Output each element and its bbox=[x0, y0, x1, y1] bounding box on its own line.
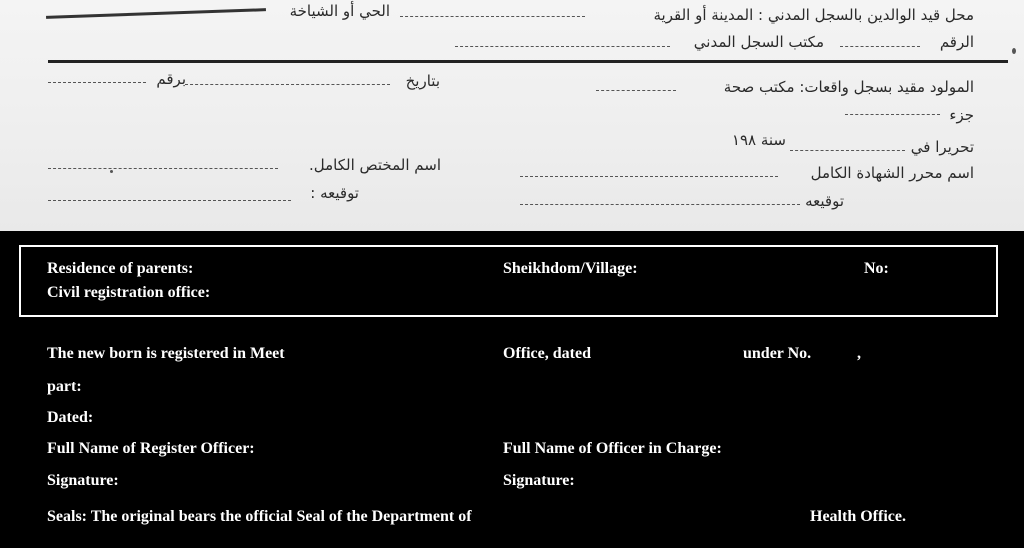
newborn-label: The new born is registered in Meet bbox=[47, 345, 285, 362]
scan-speck bbox=[110, 170, 113, 173]
officer-in-charge-label: Full Name of Officer in Charge: bbox=[503, 440, 722, 457]
ar-row3-left: برقم bbox=[156, 70, 186, 88]
dated-label: Dated: bbox=[47, 409, 94, 426]
ar-row5-right: تحريرا في bbox=[910, 138, 974, 156]
register-officer-label: Full Name of Register Officer: bbox=[47, 440, 255, 457]
office-dated-label: Office, dated bbox=[503, 345, 591, 362]
ar-row4-right: جزء bbox=[949, 106, 974, 124]
ar-row6-right: اسم محرر الشهادة الكامل bbox=[810, 164, 974, 182]
part-label: part: bbox=[47, 378, 82, 395]
ar-row2-right: الرقم bbox=[939, 33, 974, 51]
health-office-label: Health Office. bbox=[810, 508, 906, 525]
residence-label: Residence of parents: bbox=[47, 260, 194, 277]
ar-row1-right: محل قيد الوالدين بالسجل المدني : المدينة أو القرية bbox=[653, 6, 974, 24]
seals-note: Seals: The original bears the official Seal of the Department of bbox=[47, 508, 472, 525]
ar-row3-line-c bbox=[48, 82, 146, 83]
scanned-arabic-form bbox=[0, 0, 1024, 231]
parents-residence-box bbox=[19, 245, 998, 317]
ar-row5-line bbox=[790, 150, 905, 151]
ar-row3-mid: بتاريخ bbox=[405, 72, 440, 90]
ar-row6-line-b bbox=[48, 168, 278, 169]
ar-row2-line-a bbox=[840, 46, 920, 47]
ar-row3-line-a bbox=[596, 90, 676, 91]
ar-row7-right: توقيعه bbox=[805, 192, 844, 210]
no-label: No: bbox=[864, 260, 889, 277]
ar-row2-line-b bbox=[455, 46, 670, 47]
ar-row7-left: توقيعه : bbox=[310, 184, 359, 202]
civil-office-label: Civil registration office: bbox=[47, 284, 211, 301]
ar-row1-left: الحي أو الشياخة bbox=[289, 2, 390, 20]
comma: , bbox=[857, 345, 861, 362]
ar-row3-right: المولود مقيد بسجل واقعات: مكتب صحة bbox=[723, 78, 974, 96]
sheikhdom-label: Sheikhdom/Village: bbox=[503, 260, 638, 277]
ar-row7-line-a bbox=[520, 204, 800, 205]
ar-row4-line bbox=[845, 114, 940, 115]
ar-row6-line-a bbox=[520, 176, 778, 177]
ar-row5-mid: سنة ١٩٨ bbox=[731, 131, 786, 149]
ar-row7-line-b bbox=[48, 200, 291, 201]
signature-right-label: Signature: bbox=[503, 472, 575, 489]
ar-row2-mid: مكتب السجل المدني bbox=[693, 33, 824, 51]
signature-left-label: Signature: bbox=[47, 472, 119, 489]
ar-row6-left: اسم المختص الكامل. bbox=[308, 156, 441, 174]
under-no-label: under No. bbox=[743, 345, 812, 362]
scan-speck bbox=[1012, 48, 1016, 54]
ar-row3-line-b bbox=[185, 84, 390, 85]
ar-row1-line bbox=[400, 16, 585, 17]
ar-divider bbox=[48, 60, 1008, 63]
ink-scribble bbox=[46, 8, 266, 19]
